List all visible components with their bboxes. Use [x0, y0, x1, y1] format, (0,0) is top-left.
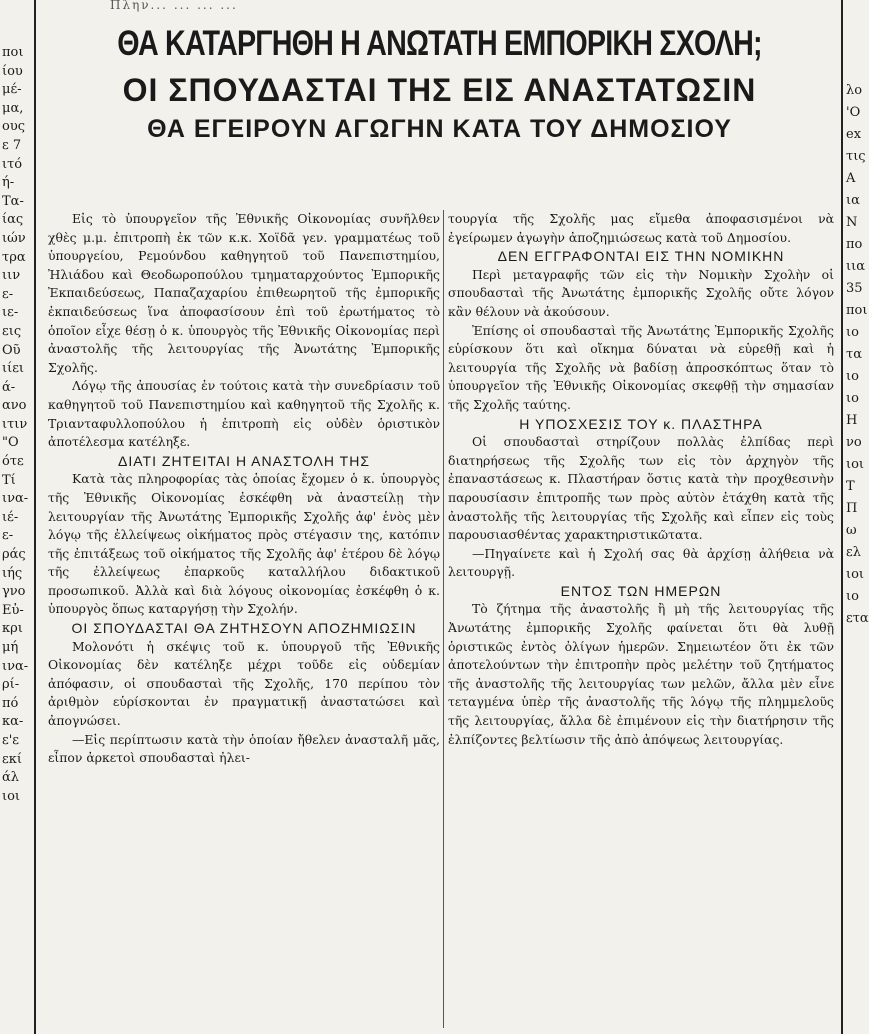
- edge-text-line: ε-: [2, 286, 14, 302]
- paragraph: Λόγῳ τῆς ἀπουσίας ἐν τούτοις κατὰ τὴν συνεδρίασιν τοῦ καθηγητοῦ τοῦ Πανεπιστημίου καὶ καθηγητοῦ τῆς Σχολῆς κ. Τριανταφυλλοπούλου ἡ ἐπιτροπὴ εἰς οὐδὲν ὁριστικὸν ἀποτέλεσμα κατέληξε.: [48, 378, 440, 450]
- edge-text-line: ιο: [846, 325, 859, 340]
- edge-text-line: ex: [846, 127, 862, 142]
- edge-text-line: ιιν: [2, 268, 21, 284]
- edge-text-line: ότε: [2, 454, 24, 470]
- edge-text-line: Π: [846, 501, 858, 516]
- article-column-right: [448, 210, 834, 749]
- headline-block: [40, 12, 839, 146]
- edge-text-line: ιέ-: [2, 509, 19, 525]
- edge-text-line: ιτιν: [2, 416, 28, 432]
- right-adjacent-column: [841, 0, 869, 1034]
- edge-text-line: ιο: [846, 589, 859, 604]
- edge-text-line: ποι: [2, 45, 24, 60]
- edge-text-line: ους: [2, 119, 26, 135]
- section-heading: ΔΙΑΤΙ ΖΗΤΕΙΤΑΙ Η ΑΝΑΣΤΟΛΗ ΤΗΣ: [118, 452, 370, 469]
- section-heading: ΕΝΤΟΣ ΤΩΝ ΗΜΕΡΩΝ: [560, 582, 722, 599]
- edge-text-line: Τα-: [2, 193, 24, 209]
- edge-text-line: Τί: [2, 472, 16, 488]
- edge-text-line: ίας: [2, 212, 24, 228]
- left-adjacent-column: [0, 0, 36, 1034]
- paragraph: Οἱ σπουδασταὶ στηρίζουν πολλὰς ἐλπίδας περὶ διατηρήσεως τῆς Σχολῆς των εἰς τὸν ἀρχηγὸν τῆς ἐπαναστάσεως κ. Πλαστήραν ὅστις κατὰ τὴν προχθεσινὴν παρουσίασιν ἐπιτροπῆς των πρὸς αὐτὸν ἐτάχθη κατὰ τῆς ἀναστολῆς τῆς λειτουργίας τῆς Σχολῆς καὶ εἶπεν εἰς τοὺς παρουσιασθέντας χαρακτηριστικῶτατα.: [448, 434, 834, 543]
- edge-text-line: 35: [846, 281, 863, 296]
- edge-text-line: ά-: [2, 379, 16, 395]
- edge-text-line: ποι: [846, 303, 868, 318]
- section-heading: ΔΕΝ ΕΓΓΡΑΦΟΝΤΑΙ ΕΙΣ ΤΗΝ ΝΟΜΙΚΗΝ: [497, 248, 785, 265]
- section-heading: ΟΙ ΣΠΟΥΔΑΣΤΑΙ ΘΑ ΖΗΤΗΣΟΥΝ ΑΠΟΖΗΜΙΩΣΙΝ: [71, 620, 417, 637]
- edge-text-line: τις: [846, 149, 866, 164]
- edge-text-line: Εὐ-: [2, 602, 24, 618]
- paragraph: —Πηγαίνετε καὶ ἡ Σχολή σας θὰ ἀρχίσῃ ἀλήθεια νὰ λειτουργῇ.: [448, 545, 834, 580]
- edge-text-line: γνο: [2, 584, 26, 600]
- edge-text-line: ιοι: [846, 457, 865, 472]
- edge-text-line: ίου: [2, 63, 23, 79]
- edge-text-line: ιο: [846, 369, 859, 384]
- edge-text-line: 'Ο: [846, 105, 861, 120]
- edge-text-line: ινα-: [2, 658, 29, 674]
- edge-text-line: μέ-: [2, 82, 22, 98]
- edge-text-line: λο: [846, 83, 863, 98]
- edge-text-line: ιών: [2, 230, 26, 246]
- edge-text-line: ρί-: [2, 677, 20, 693]
- edge-text-line: Α: [846, 171, 856, 186]
- edge-text-line: κρι: [2, 621, 23, 637]
- edge-text-line: μή: [2, 640, 19, 655]
- edge-text-line: νο: [846, 435, 862, 450]
- edge-text-line: ε-: [2, 528, 14, 544]
- edge-text-line: εις: [2, 323, 22, 339]
- edge-text-line: ινα-: [2, 491, 29, 507]
- edge-text-line: κα-: [2, 714, 24, 730]
- edge-text-line: ω: [846, 523, 857, 538]
- headline-main: ΘΑ ΚΑΤΑΡΓΗΘΗ Η ΑΝΩΤΑΤΗ ΕΜΠΟΡΙΚΗ ΣΧΟΛΗ;: [117, 24, 762, 63]
- edge-text-line: άλ: [2, 770, 20, 786]
- edge-text-line: ε'ε: [2, 732, 20, 748]
- edge-text-line: εκί: [2, 751, 22, 767]
- edge-text-line: ιοι: [846, 567, 865, 582]
- edge-text-line: τρα: [2, 249, 26, 265]
- edge-text-line: ε 7: [2, 137, 22, 153]
- paragraph: Μολονότι ἡ σκέψις τοῦ κ. ὑπουργοῦ τῆς Ἐθνικῆς Οἰκονομίας δὲν κατέληξε μέχρι τοῦδε εἰς οὐδεμίαν ἀπόφασιν, οἱ σπουδασταὶ τῆς Σχολῆς, 170 περίπου τὸν ἀριθμὸν εὑρίσκονται ἐν πραγματικῇ ἀναστατώσει καὶ ἀπογνώσει.: [48, 638, 440, 729]
- paragraph: Τὸ ζήτημα τῆς ἀναστολῆς ἢ μὴ τῆς λειτουργίας τῆς Ἀνωτάτης ἐμπορικῆς Σχολῆς φαίνεται ὅτι θὰ λυθῇ ὁριστικῶς ἐντὸς ὀλίγων ἡμερῶν. Σημειωτέον ὅτι ἐκ τῶν ἀποτελούντων τὴν ἐπιτροπὴν πρὸς μελέτην τοῦ ζητήματος τῆς ἀναστολῆς τῆς λειτουργίας των μελῶν, ἄλλα μὲν εἶνε τεταγμένα ὑπὲρ τῆς ἀναστολῆς τῆς λόγῳ τῆς πλημμελοῦς τῆς λειτουργίας, ἄλλα δὲ ἐπιμένουν εἰς τὴν διατήρησιν τῆς ἐλπίζοντες βελτίωσιν τῆς ἀπὸ ἀπόψεως λειτουργίας.: [448, 601, 834, 747]
- edge-text-line: "Ο: [2, 435, 19, 451]
- edge-text-line: Η: [846, 413, 858, 428]
- edge-text-line: Οῦ: [2, 342, 21, 358]
- edge-text-line: πο: [846, 237, 863, 252]
- edge-text-line: τα: [846, 347, 862, 362]
- edge-text-line: μα,: [2, 100, 24, 116]
- headline-tertiary: ΘΑ ΕΓΕΙΡΟΥΝ ΑΓΩΓΗΝ ΚΑΤΑ ΤΟΥ ΔΗΜΟΣΙΟΥ: [147, 115, 732, 143]
- paragraph: Ἐπίσης οἱ σπουδασταὶ τῆς Ἀνωτάτης Ἐμπορικῆς Σχολῆς εὑρίσκουν ὅτι καὶ οἴκημα δύναται νὰ εὑρεθῇ καὶ ἡ λειτουργία τῆς Σχολῆς νὰ βαδίσῃ ἀπροσκόπτως ὅταν τὸ ὑπουργεῖον τῆς Ἐθνικῆς Οἰκονομίας σκεφθῇ τὴν σημασίαν τῆς Σχολῆς ταύτης.: [448, 322, 834, 412]
- headline-secondary: ΟΙ ΣΠΟΥΔΑΣΤΑΙ ΤΗΣ ΕΙΣ ΑΝΑΣΤΑΤΩΣΙΝ: [122, 72, 757, 108]
- paragraph: Περὶ μεταγραφῆς τῶν εἰς τὴν Νομικὴν Σχολὴν οἱ σπουδασταὶ τῆς Ἀνωτάτης ἐμπορικῆς Σχολῆς οὔτε λόγον κἂν θέλουν νὰ ἀκούσουν.: [448, 266, 834, 319]
- column-divider: [443, 210, 444, 1028]
- edge-text-line: ιής: [2, 565, 23, 581]
- article-column-left: [48, 210, 440, 768]
- paragraph: τουργία τῆς Σχολῆς μας εἴμεθα ἀποφασισμένοι νὰ ἐγείρωμεν ἀγωγὴν ἀποζημιώσεως κατὰ τοῦ Δημοσίου.: [448, 211, 834, 245]
- paragraph: Κατὰ τὰς πληροφορίας τὰς ὁποίας ἔχομεν ὁ κ. ὑπουργὸς τῆς Ἐθνικῆς Οἰκονομίας ἐσκέφθη νὰ ἀναστείλῃ τὴν λειτουργίαν τῆς Ἀνωτάτης Ἐμπορικῆς Σχολῆς ἀφ' ἑνὸς μὲν λόγῳ τῆς ἐλλείψεως οἰκήματος πρὸς στέγασιν της, κατόπιν τῆς ἐπιτάξεως τοῦ οἰκήματος τῆς Σχολῆς ἀφ' ἑτέρου δὲ λόγῳ τῆς ἐλλείψεως ἐπαρκοῦς καταλλήλου διδακτικοῦ προσωπικοῦ. Ἀλλὰ καὶ διὰ λόγους οἰκονομίας ἐσκέφθη ὁ κ. ὑπουργὸς ὅπως καταργήσῃ τὴν Σχολήν.: [48, 471, 440, 617]
- edge-text-line: ιε-: [2, 305, 19, 321]
- edge-text-line: ιια: [846, 259, 865, 274]
- top-cut-off-text: Πλην... ... ... ...: [110, 0, 238, 12]
- paragraph: Εἰς τὸ ὑπουργεῖον τῆς Ἐθνικῆς Οἰκονομίας συνῆλθεν χθὲς μ.μ. ἐπιτροπὴ ἐκ τῶν κ.κ. Χοϊδᾶ γεν. γραμματέως τοῦ ὑπουργείου, Ρεμούνδου καθηγητοῦ τοῦ Πανεπιστημίου, Ἠλιάδου καὶ Θεοδωροπούλου τμηματαρχούντος Ἐμπορικῆς Ἐκπαιδεύσεως, Παπαζαχαρίου ἐπιθεωρητοῦ τῆς ἐμπορικῆς ἐκπαιδεύσεως ἵνα ἀποφασίσουν ἐπὶ τοῦ ἐρωτήματος τὸ ὁποῖον εἶχε θέσῃ ὁ κ. ὑπουργὸς τῆς Ἐθνικῆς Οἰκονομίας περὶ ἀναστολῆς τῆς λειτουργίας τῆς Ἀνωτάτης Ἐμπορικῆς Σχολῆς.: [48, 211, 440, 375]
- edge-text-line: πό: [2, 695, 19, 711]
- edge-text-line: Τ: [846, 479, 855, 494]
- edge-text-line: ιίει: [2, 361, 25, 377]
- edge-text-line: ράς: [2, 547, 26, 563]
- section-heading: Η ΥΠΟΣΧΕΣΙΣ ΤΟΥ κ. ΠΛΑΣΤΗΡΑ: [519, 415, 763, 432]
- paragraph: —Εἰς περίπτωσιν κατὰ τὴν ὁποίαν ἤθελεν ἀνασταλῆ μᾶς, εἶπον ἀρκετοὶ σπουδασταὶ ἠλει-: [48, 731, 440, 766]
- edge-text-line: ελ: [846, 545, 861, 560]
- edge-text-line: ή-: [2, 175, 15, 191]
- edge-text-line: ετα: [846, 611, 869, 626]
- edge-text-line: ιτό: [2, 156, 23, 172]
- edge-text-line: ιοι: [2, 788, 21, 804]
- edge-text-line: ια: [846, 193, 860, 208]
- edge-text-line: Ν: [846, 215, 858, 230]
- edge-text-line: ιο: [846, 391, 859, 406]
- edge-text-line: ανο: [2, 398, 27, 414]
